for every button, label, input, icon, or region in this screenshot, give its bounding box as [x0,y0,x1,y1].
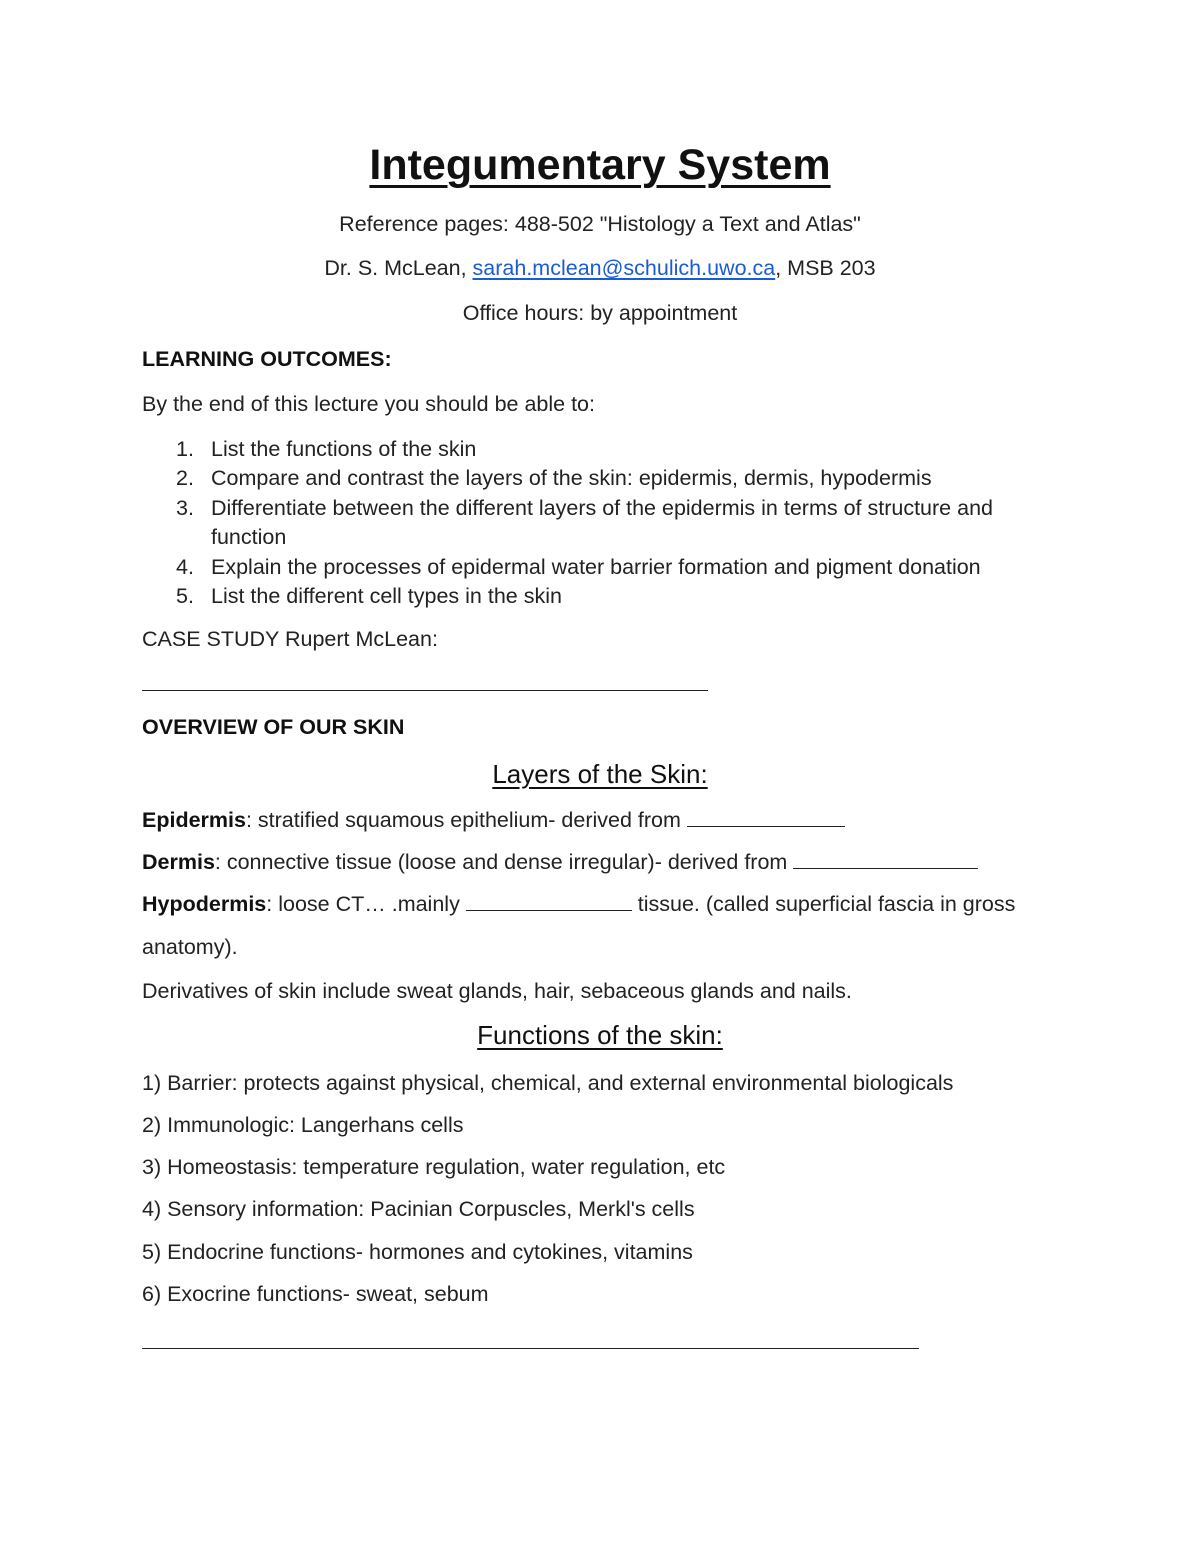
case-study-label: CASE STUDY Rupert McLean: [142,627,438,651]
hypodermis-description: : loose CT… .mainly [266,892,466,916]
overview-heading: OVERVIEW OF OUR SKIN [142,715,405,739]
hypodermis-line-end: anatomy). [142,935,238,959]
layers-title: Layers of the Skin: [492,759,708,789]
instructor-office: , MSB 203 [775,256,876,280]
hypodermis-description-cont: tissue. (called superficial fascia in gross [631,892,1016,916]
hypodermis-blank [466,892,632,911]
function-item: 6) Exocrine functions- sweat, sebum [142,1282,489,1306]
list-item [142,464,1072,493]
hypodermis-term: Hypodermis [142,892,267,916]
list-item-text: List the different cell types in the skin [211,584,562,609]
dermis-line [142,850,978,875]
list-item [142,553,1072,582]
function-item: 3) Homeostasis: temperature regulation, water regulation, etc [142,1155,726,1179]
hypodermis-line [142,892,1015,917]
office-hours: Office hours: by appointment [462,301,738,325]
list-item-number: 2. [176,466,194,491]
learning-outcomes-heading: LEARNING OUTCOMES: [142,347,392,371]
page-title: Integumentary System [369,141,831,189]
epidermis-blank [687,808,845,827]
instructor-email-link[interactable]: sarah.mclean@schulich.uwo.ca [472,256,776,280]
derivatives-text: Derivatives of skin include sweat glands, hair, sebaceous glands and nails. [142,979,852,1003]
list-item-number: 3. [176,495,194,520]
list-item-text: List the functions of the skin [211,437,477,461]
dermis-term: Dermis [142,850,215,874]
epidermis-line [142,808,845,833]
list-item-number: 5. [176,584,194,609]
learning-outcomes-list [142,435,1072,611]
dermis-blank [793,850,978,869]
function-item: 2) Immunologic: Langerhans cells [142,1113,464,1137]
section-divider [142,1348,919,1349]
instructor-line [0,256,1200,281]
list-item [142,582,1072,611]
list-item [142,435,1072,464]
list-item [142,494,1072,553]
list-item-text: Differentiate between the different layers of the epidermis in terms of structure and function [211,495,993,550]
list-item-text: Explain the processes of epidermal water barrier formation and pigment donation [211,554,981,579]
instructor-name: Dr. S. McLean, [324,256,473,280]
function-item: 4) Sensory information: Pacinian Corpuscles, Merkl's cells [142,1197,695,1221]
function-item: 1) Barrier: protects against physical, chemical, and external environmental biologicals [142,1071,954,1095]
function-item: 5) Endocrine functions- hormones and cytokines, vitamins [142,1240,693,1264]
learning-outcomes-intro: By the end of this lecture you should be able to: [142,392,595,416]
section-divider [142,690,708,691]
functions-title: Functions of the skin: [477,1020,723,1050]
epidermis-description: : stratified squamous epithelium- derived from [245,808,687,832]
epidermis-term: Epidermis [142,808,246,832]
list-item-text: Compare and contrast the layers of the skin: epidermis, dermis, hypodermis [211,466,932,491]
list-item-number: 1. [176,437,194,461]
dermis-description: : connective tissue (loose and dense irregular)- derived from [214,850,794,874]
list-item-number: 4. [176,554,194,579]
reference-pages: Reference pages: 488-502 "Histology a Text and Atlas" [339,212,861,236]
